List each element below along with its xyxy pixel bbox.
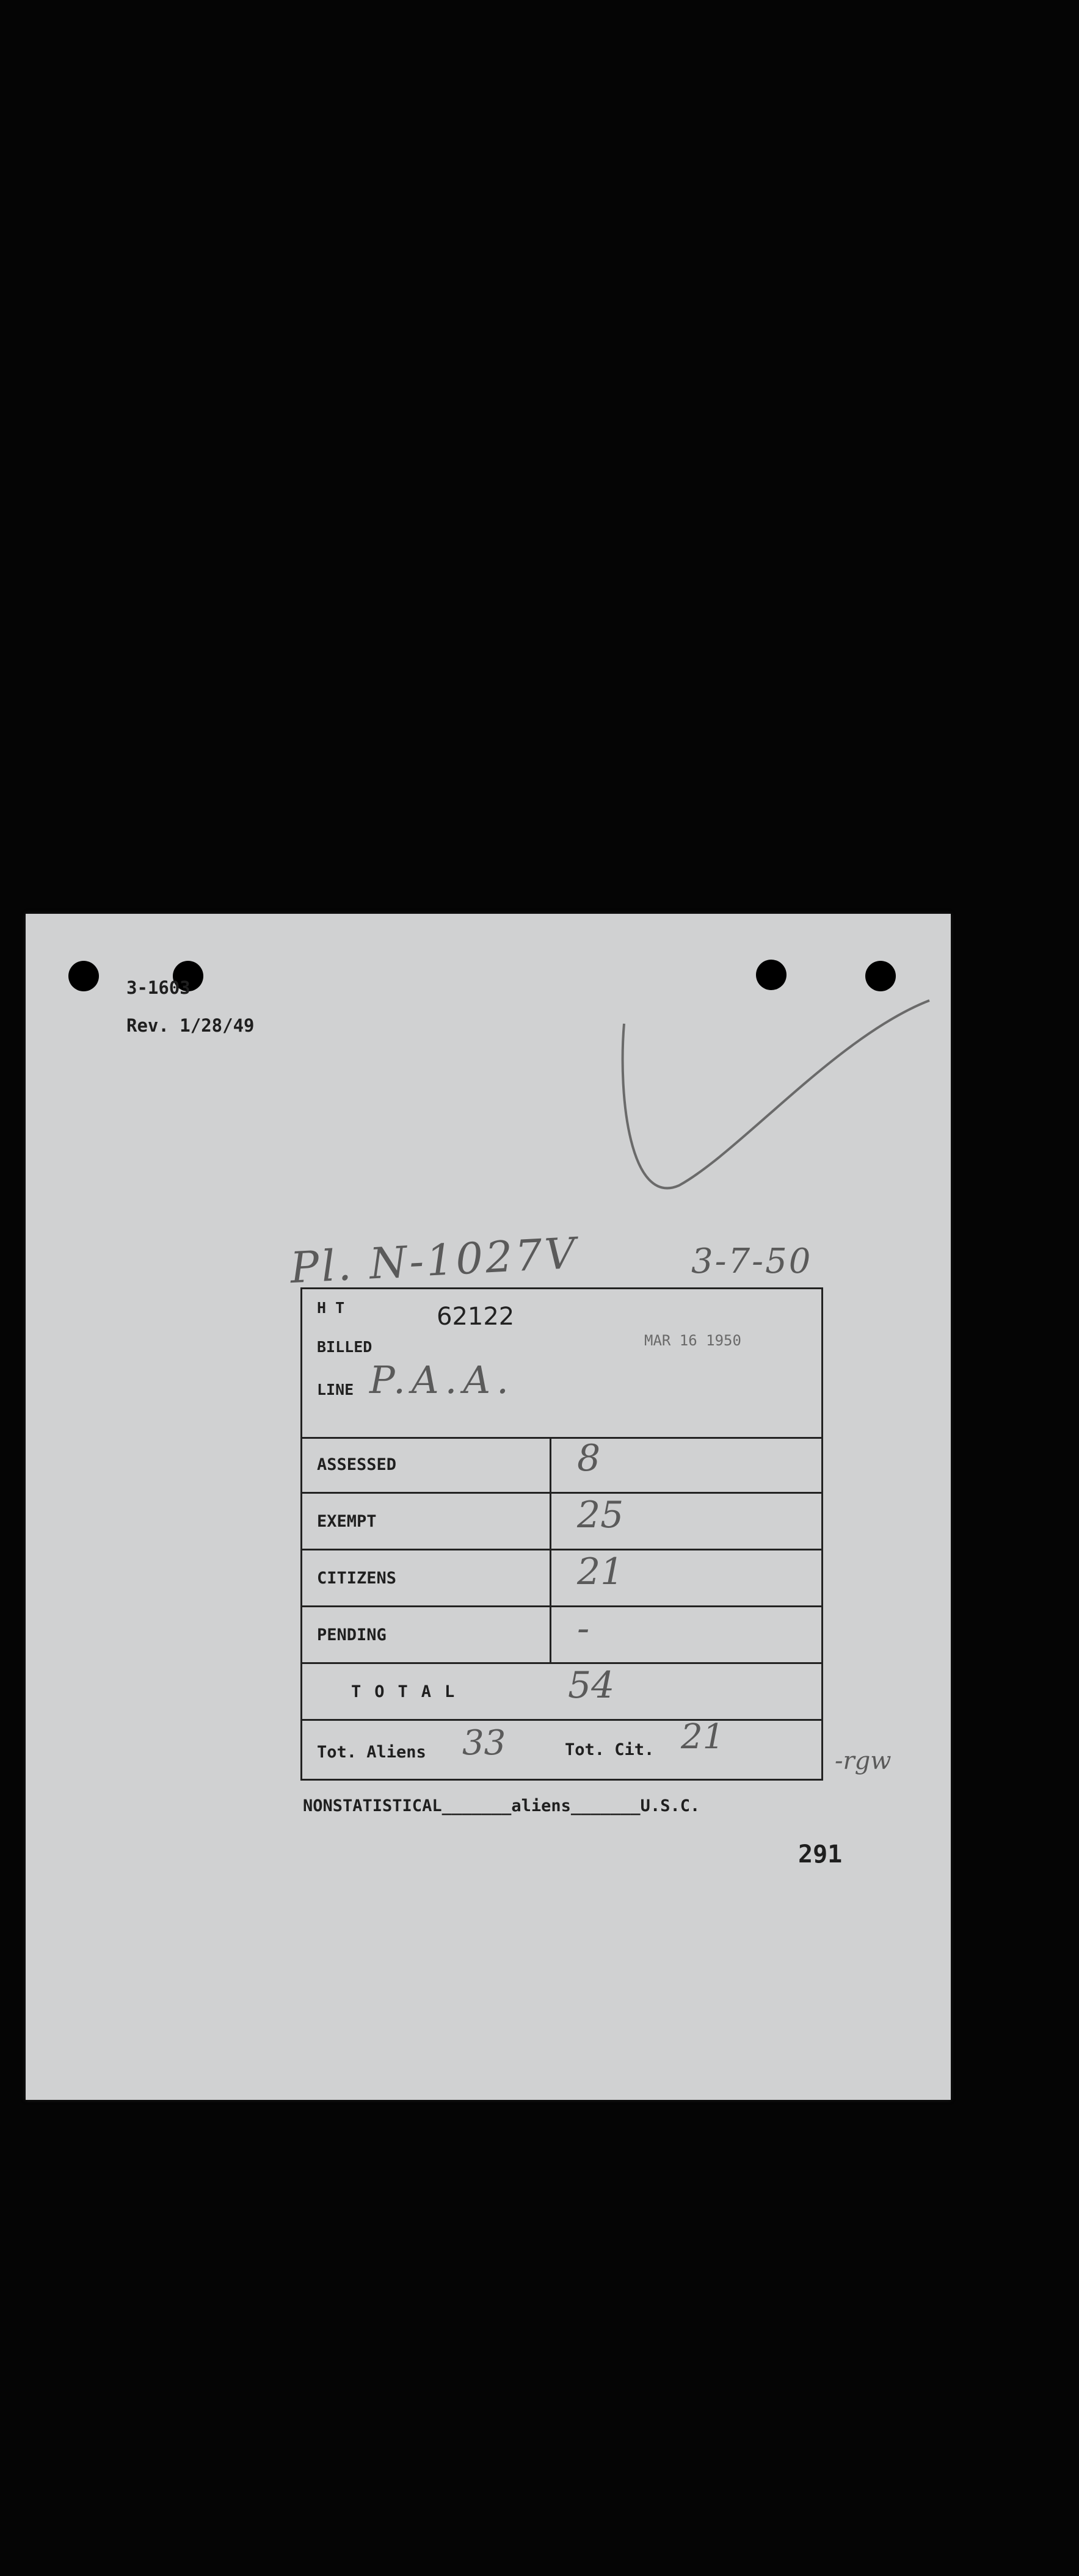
total-aliens-value: 33 xyxy=(462,1723,506,1763)
column-divider xyxy=(550,1494,551,1549)
side-initials: -rgw xyxy=(835,1747,892,1775)
form-code: 3-1603 xyxy=(126,977,191,998)
row-label: PENDING xyxy=(317,1626,387,1644)
column-divider xyxy=(550,1550,551,1605)
total-value: 54 xyxy=(568,1664,615,1707)
row-label: EXEMPT xyxy=(317,1512,377,1531)
nonstatistical-line: NONSTATISTICAL_______aliens_______U.S.C. xyxy=(303,1796,700,1815)
page-number: 291 xyxy=(798,1840,843,1869)
row-assessed xyxy=(302,1437,821,1494)
total-citizens-value: 21 xyxy=(681,1717,725,1757)
document-page xyxy=(26,914,951,2100)
row-exempt xyxy=(302,1494,821,1550)
total-label: TOTAL xyxy=(351,1682,468,1701)
form-revision: Rev. 1/28/49 xyxy=(126,1015,255,1036)
punch-hole xyxy=(68,961,99,991)
totals-line xyxy=(302,1717,821,1776)
total-citizens-label: Tot. Cit. xyxy=(565,1740,655,1759)
line-label: LINE xyxy=(317,1381,354,1398)
row-value: 25 xyxy=(577,1494,624,1536)
handwritten-date: 3-7-50 xyxy=(691,1242,813,1281)
row-pending xyxy=(302,1607,821,1664)
total-aliens-label: Tot. Aliens xyxy=(317,1743,426,1762)
form-header xyxy=(302,1289,821,1439)
date-stamp: MAR 16 1950 xyxy=(644,1332,741,1349)
row-label: ASSESSED xyxy=(317,1455,397,1474)
line-value: P.A.A. xyxy=(369,1358,515,1402)
row-citizens xyxy=(302,1550,821,1607)
check-mark-icon xyxy=(618,950,935,1207)
row-total xyxy=(302,1664,821,1721)
row-value: - xyxy=(577,1607,590,1650)
column-divider xyxy=(550,1437,551,1492)
billed-label: BILLED xyxy=(317,1338,372,1356)
ht-number: 62122 xyxy=(437,1303,515,1331)
row-value: 21 xyxy=(577,1550,624,1593)
handwritten-reference: Pl. N-1027V xyxy=(289,1228,579,1293)
row-label: CITIZENS xyxy=(317,1569,397,1588)
row-value: 8 xyxy=(577,1437,601,1480)
ht-label: H T xyxy=(317,1299,345,1317)
manifest-form-box xyxy=(300,1287,823,1781)
column-divider xyxy=(550,1607,551,1662)
